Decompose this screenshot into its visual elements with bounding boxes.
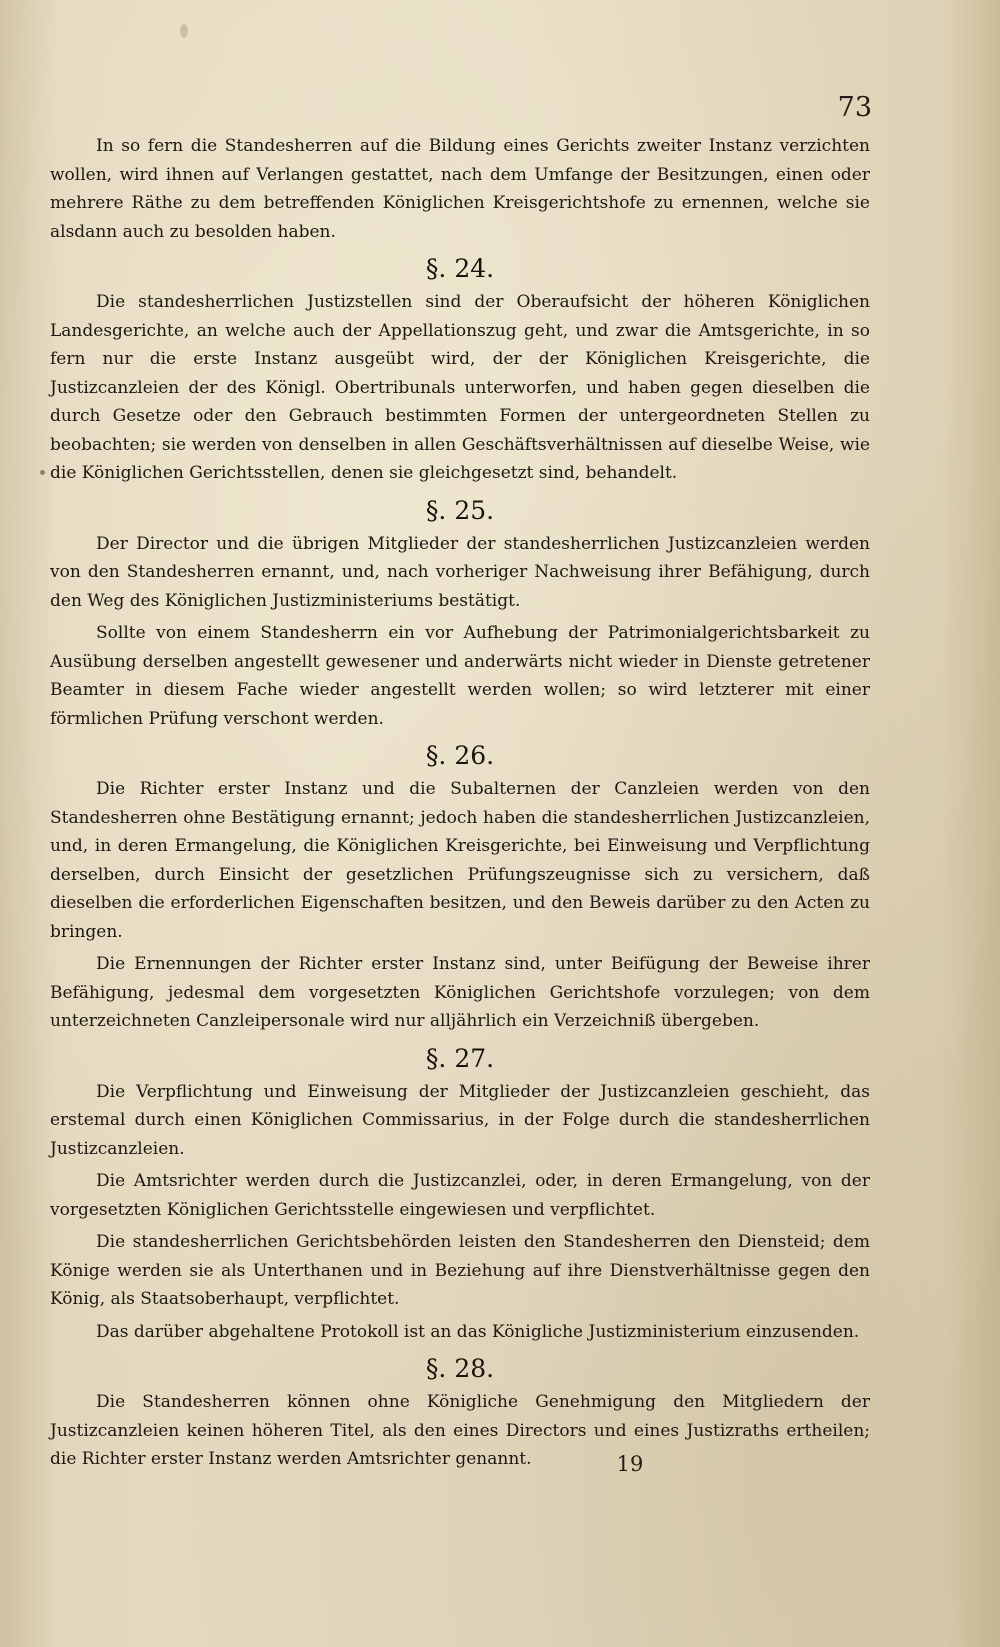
section-paragraph: Die Richter erster Instanz und die Subalternen der Canzleien werden von den Standesherren ohne Bestätigung ernannt; jedoch haben die standesherrlichen Justizcanzleien, und, in deren Ermangelung, die Königlichen Kreisgerichte, bei Einweisung und Verpflichtung derselben, durch Einsicht der gesetzlichen Prüfungszeugnisse sich zu versichern, daß dieselben die erforderlichen Eigenschaften besitzen, und den Beweis darüber zu den Acten zu bringen. <box>50 779 870 942</box>
section-paragraph: Das darüber abgehaltene Protokoll ist an das Königliche Justizministerium einzusenden. <box>96 1321 860 1342</box>
section-paragraph: Die Amtsrichter werden durch die Justizcanzlei, oder, in deren Ermangelung, von der vorgesetzten Königlichen Gerichtsstelle eingewiesen und verpflichtet. <box>50 1171 870 1220</box>
section-heading: §. 25. <box>425 495 495 525</box>
section-26 <box>50 739 870 1036</box>
section-heading: §. 28. <box>425 1354 495 1383</box>
section-heading: §. 24. <box>425 254 495 283</box>
paper-stain <box>40 470 45 475</box>
section-paragraph: Die Standesherren können ohne Königliche Genehmigung den Mitgliedern der Justizcanzleien keinen höheren Titel, als den eines Directors und eines Justizraths ertheilen; die Richter erster Instanz werden Amtsrichter genannt. <box>50 1392 870 1469</box>
section-24 <box>50 252 870 488</box>
section-paragraph: Die Ernennungen der Richter erster Instanz sind, unter Beifügung der Beweise ihrer Befähigung, jedesmal dem vorgesetzten Königlichen Gerichtshofe vorzulegen; von dem unterzeichneten Canzleipersonale wird nur alljährlich ein Verzeichniß übergeben. <box>50 954 870 1031</box>
document-body <box>50 132 870 1474</box>
paper-stain <box>180 24 188 38</box>
signature-mark: 19 <box>616 1452 644 1476</box>
section-paragraph: Der Director und die übrigen Mitglieder der standesherrlichen Justizcanzleien werden von den Standesherren ernannt, und, nach vorheriger Nachweisung ihrer Befähigung, durch den Weg des Königlichen Justizministeriums bestätigt. <box>50 533 870 611</box>
page-number: 73 <box>837 92 872 123</box>
section-heading: §. 27. <box>425 1043 495 1073</box>
section-paragraph: Die standesherrlichen Justizstellen sind der Oberaufsicht der höheren Königlichen Landesgerichte, an welche auch der Appellationszug geht, und zwar die Amtsgerichte, in so fern nur die erste Instanz ausgeübt wird, der der Königlichen Kreisgerichte, die Justizcanzleien der des Königl. Obertribunals unterworfen, und haben gegen dieselben die durch Gesetze oder den Gebrauch bestimmten Formen der untergeordneten Stellen zu beobachten; sie werden von denselben in allen Geschäftsverhältnissen auf dieselbe Weise, wie die Königlichen Gerichtsstellen, denen sie gleichgesetzt sind, behandelt. <box>50 292 870 483</box>
section-28 <box>50 1352 870 1474</box>
section-heading: §. 26. <box>425 741 495 770</box>
intro-paragraph: In so fern die Standesherren auf die Bildung eines Gerichts zweiter Instanz verzichten wollen, wird ihnen auf Verlangen gestattet, nach dem Umfange der Besitzungen, einen oder mehrere Räthe zu dem betreffenden Königlichen Kreisgerichtshofe zu ernennen, welche sie alsdann auch zu besolden haben. <box>50 136 870 242</box>
section-25 <box>50 494 870 734</box>
section-27 <box>50 1042 870 1347</box>
section-paragraph: Die standesherrlichen Gerichtsbehörden leisten den Standesherren den Diensteid; dem Könige werden sie als Unterthanen und in Beziehung auf ihre Dienstverhältnisse gegen den König, als Staatsoberhaupt, verpflichtet. <box>50 1232 870 1309</box>
section-paragraph: Die Verpflichtung und Einweisung der Mitglieder der Justizcanzleien geschieht, das erstemal durch einen Königlichen Commissarius, in der Folge durch die standesherrlichen Justizcanzleien. <box>50 1081 870 1159</box>
section-paragraph: Sollte von einem Standesherrn ein vor Aufhebung der Patrimonialgerichtsbarkeit zu Ausübung derselben angestellt gewesener und anderwärts nicht wieder in Dienste getretener Beamter in diesem Fache wieder angestellt werden wollen; so wird letzterer mit einer förmlichen Prüfung verschont werden. <box>50 623 870 729</box>
